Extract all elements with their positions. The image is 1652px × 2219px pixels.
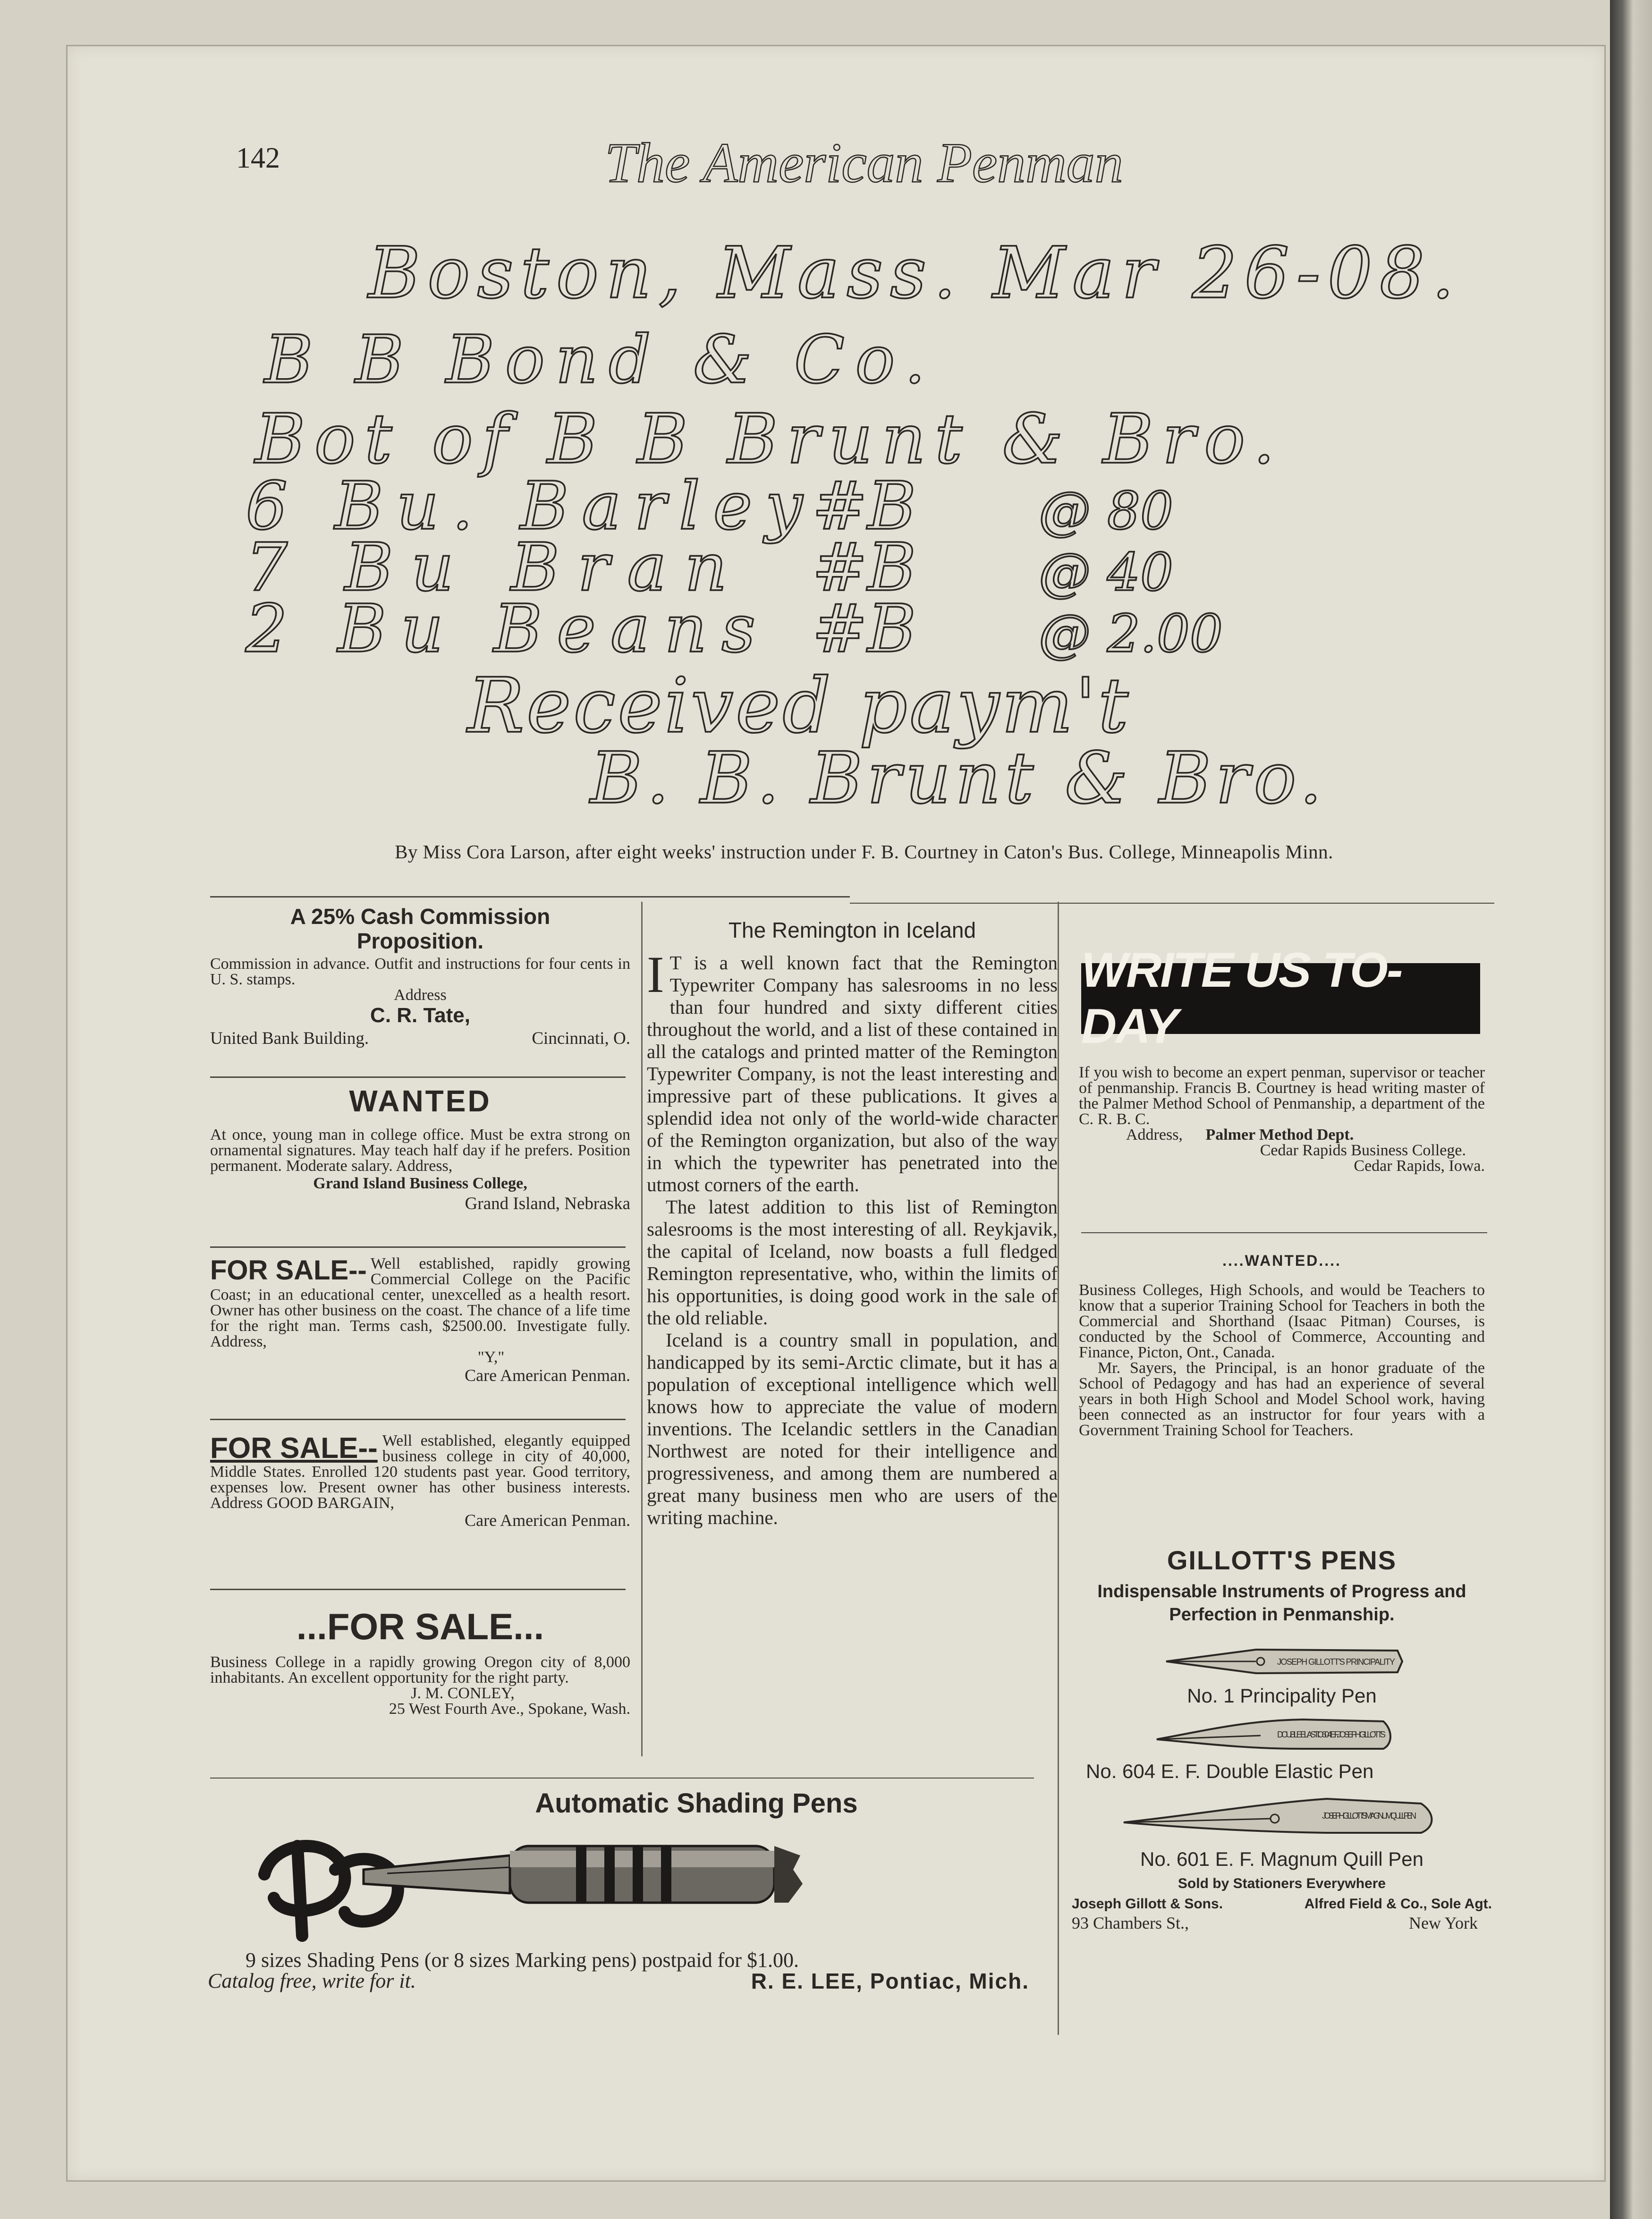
ad-lee-title: Automatic Shading Pens bbox=[535, 1788, 858, 1819]
rule-col1-1 bbox=[210, 1076, 626, 1078]
script-line-2: B B Bond & Co. bbox=[264, 322, 925, 398]
column-divider-2 bbox=[1058, 902, 1059, 2035]
penmanship-specimen bbox=[227, 227, 1530, 822]
ad-tate-title-2: Proposition. bbox=[356, 929, 484, 953]
article-para-2: The latest addition to this list of Remington salesrooms is the most interesting of all. Reykjavik, the capital of Iceland, now boasts a full fledged Remington representative, who, within the limits of his opportunities, is doing good work in the sale of the old reliable. bbox=[647, 1196, 1058, 1329]
ad-gillott-maker: Joseph Gillott & Sons. bbox=[1072, 1896, 1223, 1912]
ad-forsale-1-body: Well established, rapidly growing Commercial College on the Pacific Coast; in an educational center, unexcelled as a health resort. Owner has other business on the coast. The chance of a life time for the right man. Terms cash, $2500.00. Investigate fully. Address, bbox=[210, 1255, 630, 1350]
ad-write bbox=[1079, 1065, 1485, 1174]
article-title: The Remington in Iceland bbox=[728, 918, 976, 942]
magnum-quill-pen-icon bbox=[1119, 1789, 1440, 1841]
ad-forsale-3-body: Business College in a rapidly growing Oregon city of 8,000 inhabitants. An excellent opportunity for the right party. bbox=[210, 1653, 630, 1686]
ad-tate-title-1: A 25% Cash Commission bbox=[290, 904, 551, 929]
script-line-5-price: @ 40 bbox=[1039, 542, 1173, 602]
magnum-quill-pen-stamp: JOSEPH GILLOTT'S MAGNUM QUILL PEN bbox=[1322, 1811, 1416, 1821]
script-line-3: Bot of B B Brunt & Bro. bbox=[255, 399, 1275, 479]
ad-wanted-body: At once, young man in college office. Must be extra strong on ornamental signatures. May teach half day if he prefers. Position permanent. Moderate salary. Address, bbox=[210, 1126, 630, 1175]
ad-gillott-pen-3: No. 601 E. F. Magnum Quill Pen bbox=[1140, 1848, 1423, 1870]
ad-gillott-city: New York bbox=[1408, 1914, 1478, 1932]
ad-gillott-maker-row bbox=[1072, 1895, 1492, 1913]
script-line-4-price: @ 80 bbox=[1039, 481, 1173, 541]
ad-tate-building: United Bank Building. bbox=[210, 1029, 369, 1048]
ad-forsale-3-address: 25 West Fourth Ave., Spokane, Wash. bbox=[389, 1700, 630, 1718]
ad-wanted-2-title: ....WANTED.... bbox=[1222, 1252, 1341, 1269]
ad-write-address-label: Address, bbox=[1126, 1126, 1183, 1143]
column-divider-1 bbox=[641, 902, 643, 1756]
ad-forsale-1-care: Care American Penman. bbox=[465, 1366, 630, 1385]
masthead-title bbox=[510, 118, 1218, 212]
ad-write-city: Cedar Rapids, Iowa. bbox=[1354, 1157, 1485, 1175]
ad-write-body: If you wish to become an expert penman, supervisor or teacher of penmanship. Francis B. Courtney is head writing master of the Palmer Method School of Penmanship, a department of the C. R. B. C. bbox=[1079, 1064, 1485, 1128]
script-line-4-item: 6 Bu. Barley bbox=[246, 468, 803, 545]
ad-forsale-2 bbox=[210, 1433, 630, 1530]
principality-pen-icon bbox=[1161, 1640, 1407, 1683]
ad-forsale-1 bbox=[210, 1256, 630, 1386]
ad-forsale-1-sign: "Y," bbox=[477, 1348, 505, 1366]
ad-forsale-3-name: J. M. CONLEY, bbox=[411, 1685, 515, 1702]
rule-col1-2 bbox=[210, 1246, 626, 1248]
write-us-today-banner: WRITE US TO-DAY bbox=[1081, 963, 1480, 1034]
script-line-7: Received paym't bbox=[467, 661, 1128, 750]
rule-top-right bbox=[850, 903, 1494, 904]
script-line-6-item: 2 Bu Beans bbox=[246, 591, 755, 668]
page-number: 142 bbox=[236, 142, 280, 174]
ad-wanted-title: WANTED bbox=[349, 1084, 491, 1118]
ad-gillott-street: 93 Chambers St., bbox=[1072, 1914, 1189, 1932]
ad-gillott-sold: Sold by Stationers Everywhere bbox=[1178, 1876, 1386, 1891]
script-line-5-mark: #B bbox=[812, 529, 916, 606]
binding-edge bbox=[1610, 0, 1652, 2219]
ad-tate-name: C. R. Tate, bbox=[370, 1004, 470, 1027]
article-drop-cap: I bbox=[647, 946, 664, 1003]
ad-write-college: Cedar Rapids Business College. bbox=[1260, 1142, 1466, 1159]
ad-lee-body-text: 9 sizes Shading Pens (or 8 sizes Marking pens) postpaid for $1.00. bbox=[246, 1948, 799, 1972]
masthead-text: The American Penman bbox=[605, 131, 1123, 194]
ad-gillott-title: GILLOTT'S PENS bbox=[1167, 1545, 1397, 1575]
ad-gillott-agent: Alfred Field & Co., Sole Agt. bbox=[1304, 1896, 1492, 1912]
ad-wanted-city: Grand Island, Nebraska bbox=[465, 1194, 630, 1213]
article-remington bbox=[647, 916, 1058, 1529]
ad-wanted-2 bbox=[1079, 1251, 1485, 1438]
shading-pen-illustration bbox=[246, 1818, 1010, 1945]
rule-col1-3 bbox=[210, 1419, 626, 1420]
ad-tate-address-label: Address bbox=[394, 986, 447, 1004]
pen-holder-icon bbox=[510, 1846, 803, 1903]
ad-wanted-2-para-2: Mr. Sayers, the Principal, is an honor graduate of the School of Pedagogy and has had an experience of several years in both High School and Model School work, having been connected as an instructor for four years with a Government Training School for Teachers. bbox=[1079, 1359, 1485, 1439]
ad-gillott-pen-2: No. 604 E. F. Double Elastic Pen bbox=[1086, 1760, 1374, 1782]
ad-forsale-1-title: FOR SALE-- bbox=[210, 1255, 367, 1286]
ad-lee-name: R. E. LEE, Pontiac, Mich. bbox=[751, 1969, 1029, 1993]
principality-pen-stamp: JOSEPH GILLOTT'S PRINCIPALITY bbox=[1277, 1657, 1395, 1667]
ad-tate-footer bbox=[210, 1028, 630, 1049]
script-line-1: Boston, Mass. Mar 26-08. bbox=[368, 232, 1454, 314]
specimen-caption: By Miss Cora Larson, after eight weeks' instruction under F. B. Courtney in Caton's Bus. College, Minneapolis Minn. bbox=[395, 841, 1333, 863]
ad-forsale-2-title: FOR SALE-- bbox=[210, 1432, 378, 1465]
ad-lee-catalog: Catalog free, write for it. bbox=[208, 1969, 416, 1992]
ad-gillott-subtitle-2: Perfection in Penmanship. bbox=[1169, 1605, 1395, 1625]
ad-gillott-subtitle-1: Indispensable Instruments of Progress and bbox=[1097, 1582, 1466, 1601]
double-elastic-pen-stamp: DOUBLE ELASTIC 604 E.F. JOSEPH GILLOTT'S bbox=[1277, 1730, 1386, 1739]
ad-wanted-2-para-1: Business Colleges, High Schools, and would be Teachers to know that a superior Training School for Teachers in both the Commercial and Shorthand (Isaac Pitman) Courses, is conducted by the School of Commerce, Accounting and Finance, Picton, Ont., Canada. bbox=[1079, 1281, 1485, 1361]
ad-gillott-pen-1: No. 1 Principality Pen bbox=[1187, 1685, 1377, 1707]
ad-forsale-1-text bbox=[210, 1256, 630, 1349]
ad-forsale-2-body: Well established, elegantly equipped business college in city of 40,000, Middle States. Enrolled 120 students past year. Good territory, expenses low. Present owner has other business interests. Address GOOD BARGAIN, bbox=[210, 1432, 630, 1512]
ad-lee-footer bbox=[208, 1971, 1029, 1991]
ad-tate bbox=[210, 904, 630, 1049]
script-line-6-mark: #B bbox=[812, 591, 916, 668]
ad-gillott bbox=[1072, 1544, 1492, 1933]
ad-wanted-school: Grand Island Business College, bbox=[313, 1175, 527, 1192]
ad-forsale-3-title: ...FOR SALE... bbox=[296, 1606, 544, 1647]
script-line-4-mark: #B bbox=[812, 468, 916, 545]
ad-write-address-row bbox=[1079, 1127, 1485, 1143]
ad-gillott-address-row bbox=[1072, 1913, 1492, 1933]
ad-tate-city: Cincinnati, O. bbox=[532, 1029, 630, 1048]
ad-forsale-2-text bbox=[210, 1433, 630, 1511]
rule-col1-4 bbox=[210, 1589, 626, 1590]
rule-top-left bbox=[210, 896, 850, 898]
ad-write-dept: Palmer Method Dept. bbox=[1205, 1126, 1354, 1143]
rule-bottom-left bbox=[210, 1778, 1034, 1779]
ad-lee-body bbox=[208, 1950, 1029, 1991]
ad-forsale-3 bbox=[210, 1605, 630, 1717]
article-para-3: Iceland is a country small in population, and handicapped by its semi-Arctic climate, but it has a population of exceptional intelligence which well knows how to appreciate the value of modern inventions. The Icelandic settlers in the Canadian Northwest are noted for their intelligence and progressiveness, and among them are numbered a great many business men who are users of the writing machine. bbox=[647, 1329, 1058, 1528]
script-line-8: B. B. Brunt & Bro. bbox=[590, 737, 1322, 820]
ad-forsale-2-care: Care American Penman. bbox=[465, 1511, 630, 1530]
script-line-5-item: 7 Bu Bran bbox=[246, 529, 727, 606]
article-para-1 bbox=[647, 946, 1058, 1196]
ad-tate-body: Commission in advance. Outfit and instructions for four cents in U. S. stamps. bbox=[210, 955, 630, 988]
ad-wanted bbox=[210, 1084, 630, 1214]
script-line-6-price: @ 2.00 bbox=[1039, 603, 1223, 664]
article-para-1-text: T is a well known fact that the Remington Typewriter Company has salesrooms in no less than four hundred and sixty different cities throughout the world, and a list of these contained in all the catalogs and printed matter of the Remington Typewriter Company, is not the least interesting and impressive part of these publications. It gives a splendid idea not only of the world-wide character of the Remington organization, but also of the way in which the typewriter has penetrated into the utmost corners of the earth. bbox=[647, 952, 1058, 1195]
double-elastic-pen-icon bbox=[1152, 1711, 1398, 1758]
rule-col3-1 bbox=[1081, 1232, 1487, 1233]
pen-monogram-icon bbox=[264, 1846, 398, 1936]
